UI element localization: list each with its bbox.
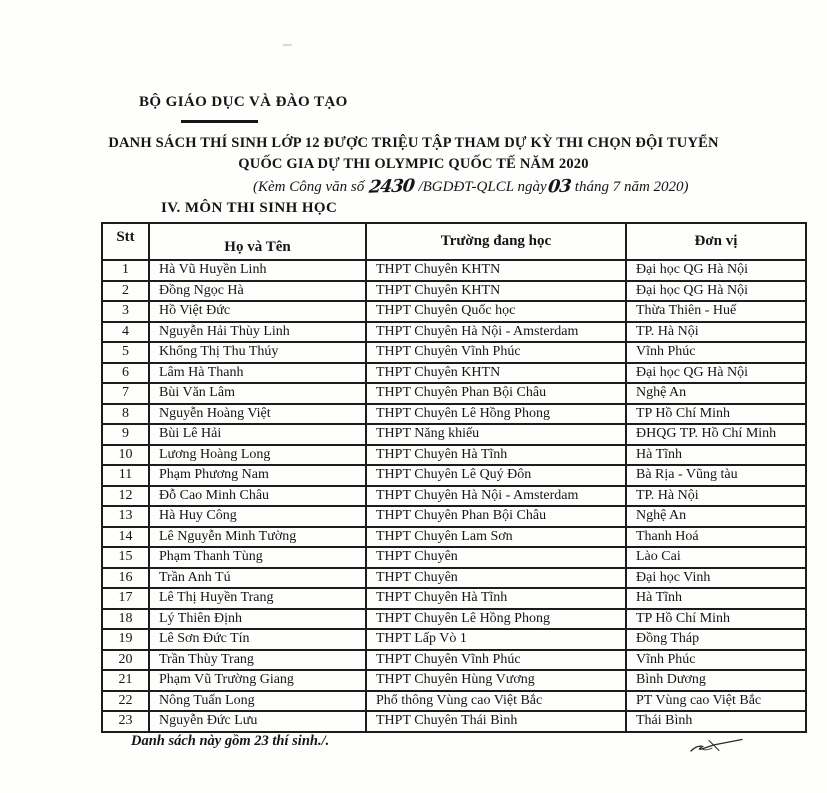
ministry-heading-underline [181,120,258,123]
table-row [102,445,806,466]
cell-school: THPT Chuyên Hà Tĩnh [366,445,626,466]
total-count-note: Danh sách này gồm 23 thí sinh./. [131,733,330,749]
column-header-name: Họ và Tên [149,223,366,260]
cell-school: THPT Chuyên Hà Nội - Amsterdam [366,322,626,343]
table-row [102,424,806,445]
note-mid: /BGDĐT-QLCL ngày [414,179,547,195]
cell-school: THPT Chuyên Hà Nội - Amsterdam [366,486,626,507]
cell-stt: 23 [102,711,149,732]
cell-school: THPT Chuyên Phan Bội Châu [366,506,626,527]
handwritten-signature-mark [688,736,746,756]
note-suffix: tháng 7 năm 2020) [571,179,689,195]
cell-school: THPT Chuyên Hùng Vương [366,670,626,691]
scan-artifact [283,44,292,47]
cell-school: THPT Chuyên Hà Tĩnh [366,588,626,609]
cell-unit: Nghệ An [626,506,806,527]
column-header-unit: Đơn vị [626,223,806,260]
cell-school: THPT Chuyên KHTN [366,260,626,281]
cell-stt: 12 [102,486,149,507]
cell-name: Lê Thị Huyền Trang [149,588,366,609]
table-row [102,465,806,486]
cell-school: THPT Chuyên Phan Bội Châu [366,383,626,404]
cell-stt: 9 [102,424,149,445]
table-row [102,486,806,507]
cell-stt: 20 [102,650,149,671]
cell-stt: 18 [102,609,149,630]
cell-unit: ĐHQG TP. Hồ Chí Minh [626,424,806,445]
cell-name: Nguyễn Hoàng Việt [149,404,366,425]
table-row [102,527,806,548]
column-header-stt: Stt [102,223,149,260]
cell-name: Đỗ Cao Minh Châu [149,486,366,507]
cell-unit: TP. Hà Nội [626,322,806,343]
cell-stt: 3 [102,301,149,322]
cell-stt: 16 [102,568,149,589]
document-title-line2: QUỐC GIA DỰ THI OLYMPIC QUỐC TẾ NĂM 2020 [238,156,589,172]
cell-school: THPT Chuyên Lam Sơn [366,527,626,548]
cell-school: THPT Chuyên Quốc học [366,301,626,322]
cell-stt: 6 [102,363,149,384]
handwritten-day: 03 [546,176,572,198]
cell-name: Nguyễn Đức Lưu [149,711,366,732]
cell-name: Lý Thiên Định [149,609,366,630]
section-heading-biology: IV. MÔN THI SINH HỌC [161,200,338,216]
cell-name: Bùi Văn Lâm [149,383,366,404]
table-row [102,609,806,630]
cell-name: Lê Sơn Đức Tín [149,629,366,650]
note-prefix: (Kèm Công văn số [253,179,368,195]
table-row [102,568,806,589]
table-body [102,260,806,732]
cell-unit: Đại học QG Hà Nội [626,281,806,302]
cell-unit: Vĩnh Phúc [626,342,806,363]
cell-unit: Bình Dương [626,670,806,691]
cell-unit: TP. Hà Nội [626,486,806,507]
cell-school: THPT Chuyên Vĩnh Phúc [366,342,626,363]
cell-school: THPT Lấp Vò 1 [366,629,626,650]
cell-unit: Đại học QG Hà Nội [626,363,806,384]
cell-unit: Thái Bình [626,711,806,732]
cell-school: THPT Năng khiếu [366,424,626,445]
table-row [102,363,806,384]
cell-unit: Thừa Thiên - Huế [626,301,806,322]
cell-name: Hồ Việt Đức [149,301,366,322]
cell-unit: Lào Cai [626,547,806,568]
cell-name: Nguyễn Hải Thùy Linh [149,322,366,343]
cell-school: THPT Chuyên [366,568,626,589]
handwritten-document-number: 2430 [367,176,415,198]
student-roster-table [101,222,807,733]
cell-unit: PT Vùng cao Việt Bắc [626,691,806,712]
cell-stt: 19 [102,629,149,650]
table-row [102,281,806,302]
cell-school: Phổ thông Vùng cao Việt Bắc [366,691,626,712]
cell-unit: Thanh Hoá [626,527,806,548]
cell-stt: 10 [102,445,149,466]
table-row [102,711,806,732]
cell-unit: TP Hồ Chí Minh [626,609,806,630]
cell-name: Nông Tuấn Long [149,691,366,712]
cell-name: Phạm Phương Nam [149,465,366,486]
cell-name: Trần Anh Tú [149,568,366,589]
cell-school: THPT Chuyên Lê Quý Đôn [366,465,626,486]
table-row [102,670,806,691]
table-row [102,383,806,404]
column-header-school: Trường đang học [366,223,626,260]
cell-unit: Vĩnh Phúc [626,650,806,671]
ministry-heading: BỘ GIÁO DỤC VÀ ĐÀO TẠO [139,94,348,110]
cell-stt: 7 [102,383,149,404]
cell-school: THPT Chuyên KHTN [366,281,626,302]
table-row [102,650,806,671]
cell-school: THPT Chuyên [366,547,626,568]
cell-stt: 14 [102,527,149,548]
table-row [102,322,806,343]
cell-name: Khổng Thị Thu Thúy [149,342,366,363]
cell-stt: 1 [102,260,149,281]
table-row [102,506,806,527]
cell-unit: Đại học Vinh [626,568,806,589]
cell-name: Hà Vũ Huyền Linh [149,260,366,281]
cell-stt: 13 [102,506,149,527]
cell-school: THPT Chuyên Lê Hồng Phong [366,404,626,425]
cell-stt: 4 [102,322,149,343]
table-row [102,629,806,650]
table-row [102,588,806,609]
cell-name: Đồng Ngọc Hà [149,281,366,302]
cell-unit: Bà Rịa - Vũng tàu [626,465,806,486]
cell-stt: 17 [102,588,149,609]
cell-stt: 8 [102,404,149,425]
cell-unit: TP Hồ Chí Minh [626,404,806,425]
table-row [102,260,806,281]
cell-school: THPT Chuyên Lê Hồng Phong [366,609,626,630]
cell-name: Hà Huy Công [149,506,366,527]
cell-school: THPT Chuyên KHTN [366,363,626,384]
cell-stt: 22 [102,691,149,712]
cell-stt: 5 [102,342,149,363]
cell-stt: 11 [102,465,149,486]
cell-stt: 15 [102,547,149,568]
cell-unit: Đại học QG Hà Nội [626,260,806,281]
cell-name: Bùi Lê Hải [149,424,366,445]
cell-name: Phạm Vũ Trường Giang [149,670,366,691]
cell-unit: Hà Tĩnh [626,588,806,609]
cell-school: THPT Chuyên Thái Bình [366,711,626,732]
cell-stt: 2 [102,281,149,302]
cell-name: Trần Thùy Trang [149,650,366,671]
cell-unit: Nghệ An [626,383,806,404]
table-row [102,404,806,425]
cell-unit: Hà Tĩnh [626,445,806,466]
document-title-line1: DANH SÁCH THÍ SINH LỚP 12 ĐƯỢC TRIỆU TẬP THAM DỰ KỲ THI CHỌN ĐỘI TUYỂN [108,135,719,151]
cell-name: Lương Hoàng Long [149,445,366,466]
attachment-note [253,178,689,196]
table-row [102,691,806,712]
table-header-row [102,223,806,260]
table-row [102,547,806,568]
table-row [102,301,806,322]
table-row [102,342,806,363]
cell-name: Lâm Hà Thanh [149,363,366,384]
cell-name: Phạm Thanh Tùng [149,547,366,568]
cell-unit: Đồng Tháp [626,629,806,650]
cell-stt: 21 [102,670,149,691]
cell-school: THPT Chuyên Vĩnh Phúc [366,650,626,671]
cell-name: Lê Nguyễn Minh Tường [149,527,366,548]
